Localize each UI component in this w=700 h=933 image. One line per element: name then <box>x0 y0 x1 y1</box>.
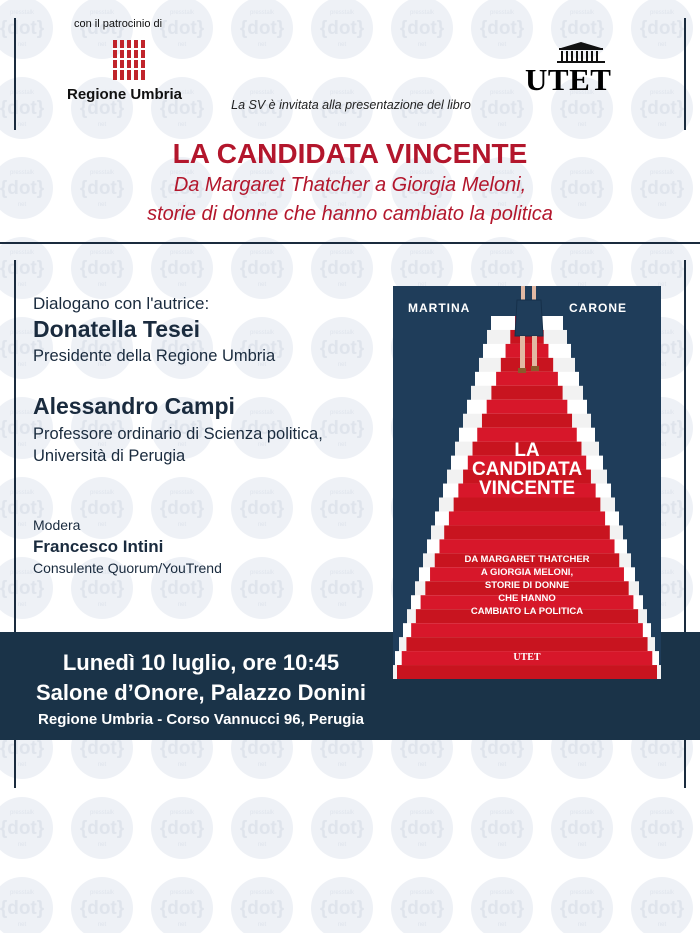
invitation-text <box>0 98 700 112</box>
book-subtitle-line-2: storie di donne che hanno cambiato la politica <box>147 203 553 225</box>
cover-author-first: MARTINA <box>408 301 471 315</box>
speaker-2-name: Alessandro Campi <box>33 393 235 419</box>
speaker-2-role-line-2: Università di Perugia <box>33 447 186 465</box>
cover-subtitle-line-3: STORIE DI DONNE <box>484 580 570 591</box>
utet-logo-text: UTET <box>525 62 612 97</box>
event-venue: Salone d’Onore, Palazzo Donini <box>35 680 367 705</box>
moderator-name: Francesco Intini <box>33 537 164 556</box>
cover-stair-carpet <box>506 344 549 358</box>
cover-stair-carpet <box>454 498 601 512</box>
event-address: Regione Umbria - Corso Vannucci 96, Perugia <box>38 711 364 728</box>
utet-building-icon <box>531 42 631 64</box>
cover-subtitle-line-4: CHE HANNO <box>498 593 556 604</box>
speaker-1-name: Donatella Tesei <box>33 316 201 342</box>
cover-subtitle-line-5: CAMBIATO LA POLITICA <box>470 606 584 617</box>
book-subtitle-line-1: Da Margaret Thatcher a Giorgia Meloni, <box>173 174 527 196</box>
cover-stair-carpet <box>501 358 553 372</box>
cover-publisher: UTET <box>513 652 541 663</box>
cover-subtitle-line-1: DA MARGARET THATCHER <box>464 554 590 565</box>
speaker-1-role: Presidente della Regione Umbria <box>33 347 276 365</box>
cover-stair-carpet <box>482 414 572 428</box>
dialog-intro-label: Dialogano con l'autrice: <box>33 294 210 313</box>
frame-top-left-vertical <box>14 18 16 130</box>
book-cover <box>393 286 661 679</box>
event-date-time: Lunedì 10 luglio, ore 10:45 <box>62 650 340 675</box>
moderator-role: Consulente Quorum/YouTrend <box>33 560 222 576</box>
cover-title-line-2: CANDIDATA <box>471 459 583 480</box>
cover-stair-carpet <box>444 525 610 539</box>
cover-stair-carpet <box>439 539 614 553</box>
sponsor-label: con il patrocinio di <box>74 18 163 30</box>
cover-stair-carpet <box>496 372 558 386</box>
frame-top-right-vertical <box>684 18 686 130</box>
cover-author-last: CARONE <box>569 301 628 315</box>
region-name: Regione Umbria <box>67 86 183 103</box>
cover-title-line-1: LA <box>514 440 540 461</box>
book-title: LA CANDIDATA VINCENTE <box>172 138 528 169</box>
speaker-2-role-line-1: Professore ordinario di Scienza politica, <box>33 425 323 443</box>
frame-divider <box>0 242 700 244</box>
cover-stair-carpet <box>491 386 562 400</box>
regione-umbria-logo <box>112 38 146 82</box>
cover-stair-carpet <box>411 623 643 637</box>
cover-title-line-3: VINCENTE <box>478 478 576 499</box>
moderator-label: Modera <box>33 517 81 533</box>
cover-stair-carpet <box>487 400 568 414</box>
cover-stair-carpet <box>449 511 605 525</box>
cover-subtitle-line-2: A GIORGIA MELONI, <box>480 567 574 578</box>
cover-stair-carpet <box>406 637 647 651</box>
cover-stair-carpet <box>397 665 657 679</box>
invitation-label: La SV è invitata alla presentazione del libro <box>231 98 471 112</box>
